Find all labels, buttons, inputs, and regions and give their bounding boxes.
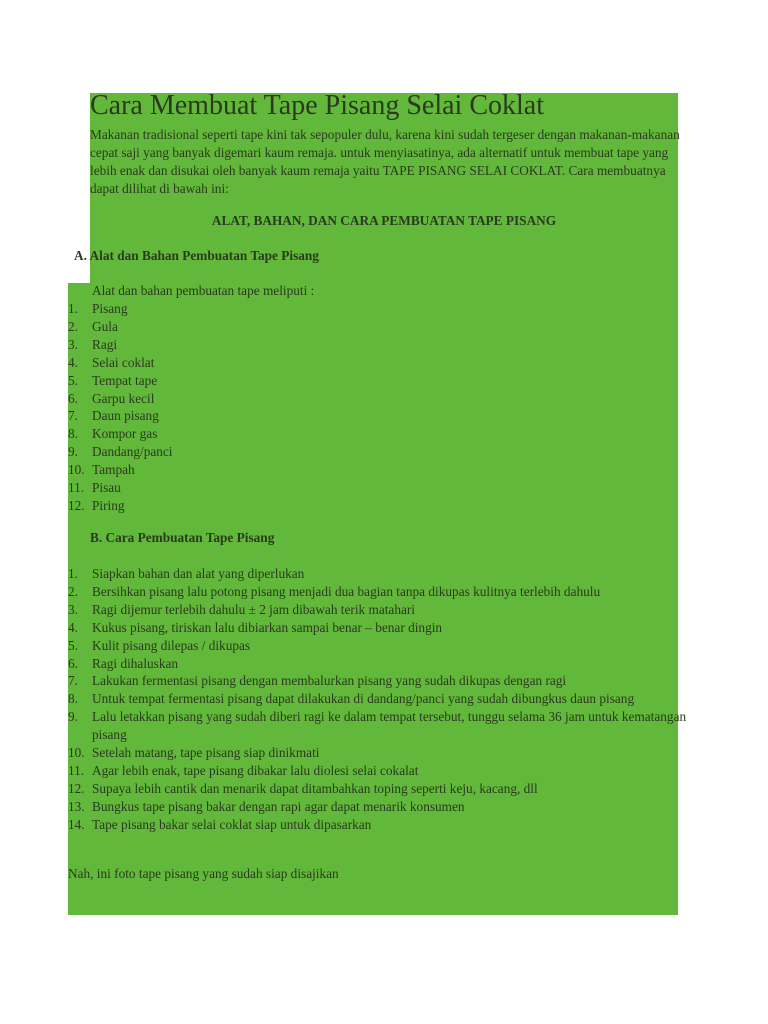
list-item: 11. Pisau xyxy=(68,480,121,496)
list-item: 9. Lalu letakkan pisang yang sudah diberi ragi ke dalam tempat tersebut, tunggu selama 36 jam untuk kematangan pisang xyxy=(68,709,687,743)
list-item: 1. Siapkan bahan dan alat yang diperlukan xyxy=(68,566,305,581)
list-item: 2. Gula xyxy=(68,318,118,334)
steps-list xyxy=(68,565,692,834)
list-item: 12. Supaya lebih cantik dan menarik dapat ditambahkan toping seperti keju, kacang, dll xyxy=(68,780,538,796)
list-item: 10. Setelah matang, tape pisang siap dinikmati xyxy=(68,745,320,761)
document-title: Cara Membuat Tape Pisang Selai Coklat xyxy=(90,90,544,121)
list-item: 2. Bersihkan pisang lalu potong pisang menjadi dua bagian tanpa dikupas kulitnya terlebih dahulu xyxy=(68,583,601,599)
list-item: 6. Garpu kecil xyxy=(68,390,155,406)
section-a-title: A. Alat dan Bahan Pembuatan Tape Pisang xyxy=(74,248,319,263)
list-item: 14. Tape pisang bakar selai coklat siap untuk dipasarkan xyxy=(68,816,372,832)
closing-text: Nah, ini foto tape pisang yang sudah siap disajikan xyxy=(68,866,339,881)
list-item: 13. Bungkus tape pisang bakar dengan rapi agar dapat menarik konsumen xyxy=(68,798,465,814)
list-item: 5. Kulit pisang dilepas / dikupas xyxy=(68,637,251,653)
list-item: 6. Ragi dihaluskan xyxy=(68,655,179,671)
list-item: 5. Tempat tape xyxy=(68,372,158,388)
list-item: 9. Dandang/panci xyxy=(68,444,173,460)
list-item: 3. Ragi xyxy=(68,336,118,352)
list-item: 4. Selai coklat xyxy=(68,354,155,370)
tools-list xyxy=(68,300,173,515)
list-item: 4. Kukus pisang, tiriskan lalu dibiarkan sampai benar – benar dingin xyxy=(68,619,443,635)
section-heading: ALAT, BAHAN, DAN CARA PEMBUATAN TAPE PISANG xyxy=(211,213,557,228)
section-a-intro: Alat dan bahan pembuatan tape meliputi : xyxy=(92,283,315,298)
intro-paragraph: Makanan tradisional seperti tape kini tak sepopuler dulu, karena kini sudah tergeser dengan makanan-makanan cepat saji yang banyak digemari kaum remaja. untuk menyiasatinya, ada alternatif untuk membuat tape yang lebih enak dan disukai oleh banyak kaum remaja yaitu TAPE PISANG SELAI COKLAT. Cara membuatnya dapat dilihat di bawah ini: xyxy=(90,127,680,196)
list-item: 7. Lakukan fermentasi pisang dengan membalurkan pisang yang sudah dikupas dengan ragi xyxy=(68,673,567,689)
list-item: 7. Daun pisang xyxy=(68,408,159,424)
list-item: 1. Pisang xyxy=(68,301,128,316)
list-item: 11. Agar lebih enak, tape pisang dibakar lalu diolesi selai cokalat xyxy=(68,762,419,778)
section-b-title: B. Cara Pembuatan Tape Pisang xyxy=(90,530,275,545)
list-item: 3. Ragi dijemur terlebih dahulu ± 2 jam dibawah terik matahari xyxy=(68,601,416,617)
list-item: 10. Tampah xyxy=(68,462,135,478)
list-item: 8. Untuk tempat fermentasi pisang dapat dilakukan di dandang/panci yang sudah dibungkus daun pisang xyxy=(68,691,635,707)
list-item: 12. Piring xyxy=(68,497,125,513)
list-item: 8. Kompor gas xyxy=(68,426,158,442)
